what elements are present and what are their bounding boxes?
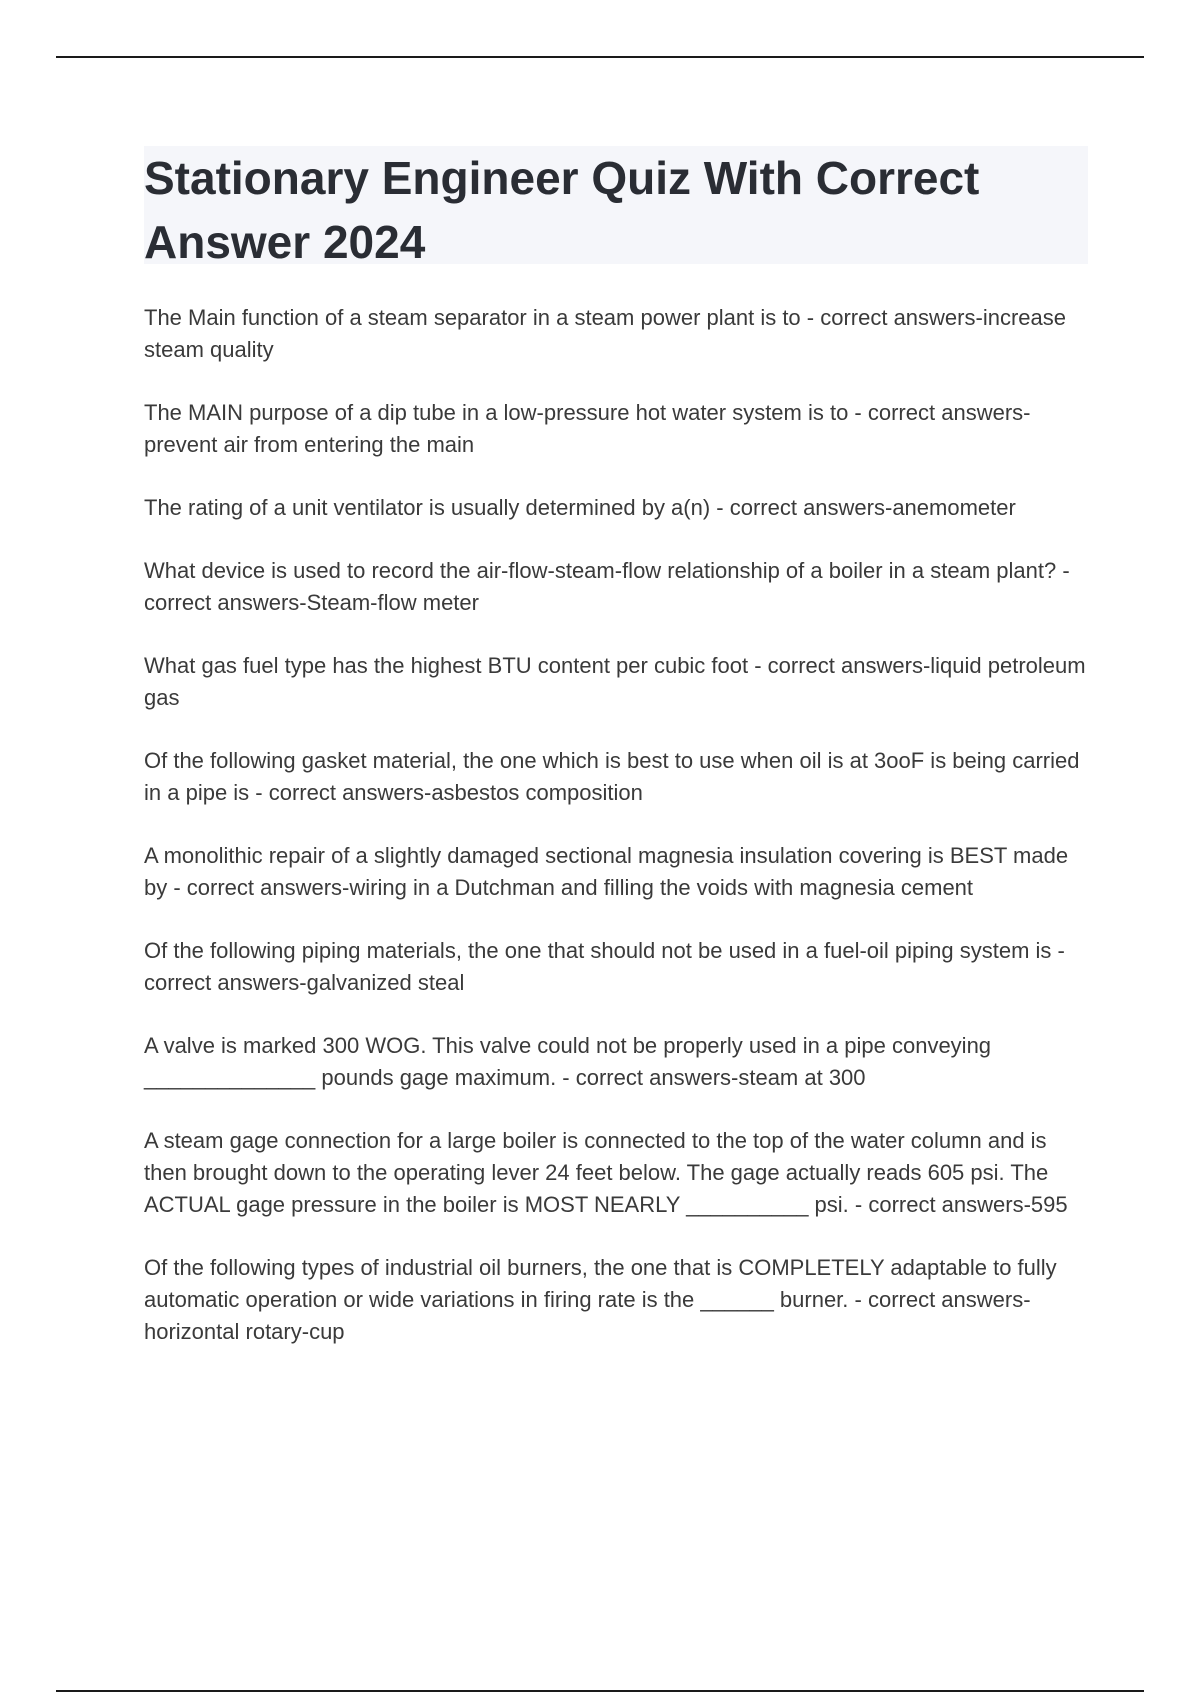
bottom-divider [56, 1690, 1144, 1692]
qa-list [144, 302, 1092, 1379]
title-block [144, 146, 1088, 268]
qa-item: A steam gage connection for a large boiler is connected to the top of the water column and is then brought down to the operating lever 24 feet below. The gage actually reads 605 psi. The ACTUAL gage pressure in the boiler is MOST NEARLY __________ psi. - correct answers-595 [144, 1128, 1068, 1217]
qa-item: A valve is marked 300 WOG. This valve could not be properly used in a pipe conveying ______________ pounds gage maximum. - correct answers-steam at 300 [144, 1033, 998, 1090]
qa-item: The Main function of a steam separator in a steam power plant is to - correct answers-increase steam quality [144, 305, 1073, 362]
qa-item: What device is used to record the air-flow-steam-flow relationship of a boiler in a steam plant? - correct answers-Steam-flow meter [144, 558, 1076, 615]
qa-item: Of the following gasket material, the one which is best to use when oil is at 3ooF is being carried in a pipe is - correct answers-asbestos composition [144, 748, 1086, 805]
page-title: Stationary Engineer Quiz With Correct Answer 2024 [144, 152, 980, 268]
qa-item: A monolithic repair of a slightly damaged sectional magnesia insulation covering is BEST made by - correct answers-wiring in a Dutchman and filling the voids with magnesia cement [144, 843, 1075, 900]
qa-item: The rating of a unit ventilator is usually determined by a(n) - correct answers-anemometer [144, 495, 1016, 520]
top-divider [56, 56, 1144, 58]
qa-item: The MAIN purpose of a dip tube in a low-pressure hot water system is to - correct answers-prevent air from entering the main [144, 400, 1031, 457]
qa-item: Of the following piping materials, the one that should not be used in a fuel-oil piping system is - correct answers-galvanized steal [144, 938, 1071, 995]
qa-item: Of the following types of industrial oil burners, the one that is COMPLETELY adaptable to fully automatic operation or wide variations in firing rate is the ______ burner. - correct answers-horizontal rotary-cup [144, 1255, 1063, 1344]
qa-item: What gas fuel type has the highest BTU content per cubic foot - correct answers-liquid petroleum gas [144, 653, 1092, 710]
